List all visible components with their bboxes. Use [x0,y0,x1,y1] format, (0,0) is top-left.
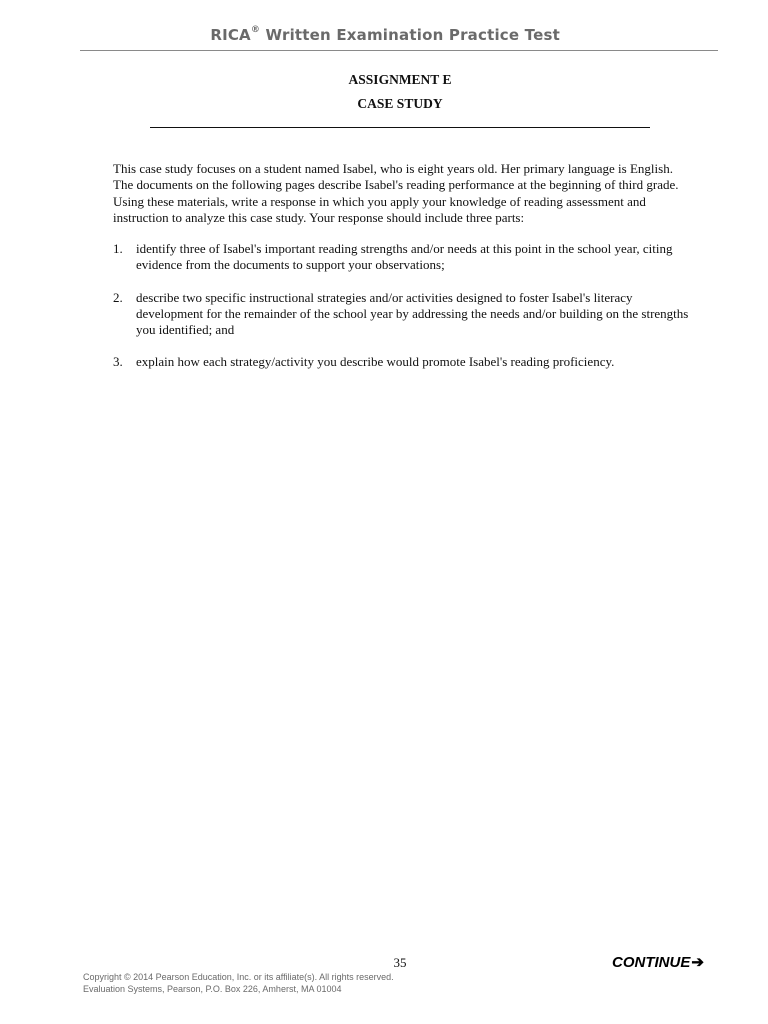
list-item-text: describe two specific instructional strategies and/or activities designed to foster Isabel's literacy development for the remainder of the school year by addressing the needs and/or building on the strengths you identified; and [136,289,689,338]
continue-text: CONTINUE [612,953,691,971]
registered-mark: ® [250,25,261,35]
page-number: 35 [393,955,407,970]
list-item [113,290,691,339]
list-item [113,241,691,274]
copyright-footer [83,972,394,995]
list-item-number: 2. [113,289,123,305]
continue-label [612,953,704,971]
assignment-heading [150,68,650,116]
list-item-number: 3. [113,354,123,370]
right-arrow-icon: ➔ [691,954,704,971]
page-header [80,26,718,45]
response-parts-list [113,241,691,387]
heading-rule [150,127,650,128]
header-rule [80,50,718,51]
list-item-number: 1. [113,241,123,256]
assignment-subtitle: CASE STUDY [357,96,443,111]
address-text: Evaluation Systems, Pearson, P.O. Box 226, Amherst, MA 01004 [83,983,342,994]
list-item-text: identify three of Isabel's important reading strengths and/or needs at this point in the school year, citing evidence from the documents to support your observations; [136,241,673,273]
assignment-title: ASSIGNMENT E [348,72,452,87]
list-item-text: explain how each strategy/activity you describe would promote Isabel's reading proficiency. [136,354,615,370]
list-item [113,354,691,370]
header-title: RICA® Written Examination Practice Test [210,25,560,44]
intro-paragraph: This case study focuses on a student named Isabel, who is eight years old. Her primary language is English. The documents on the following pages describe Isabel's reading performance at the beginning of third grade. Using these materials, write a response in which you apply your knowledge of reading assessment and instruction to analyze this case study. Your response should include three parts: [113,161,679,225]
copyright-text: Copyright © 2014 Pearson Education, Inc. or its affiliate(s). All rights reserved. [83,972,394,982]
